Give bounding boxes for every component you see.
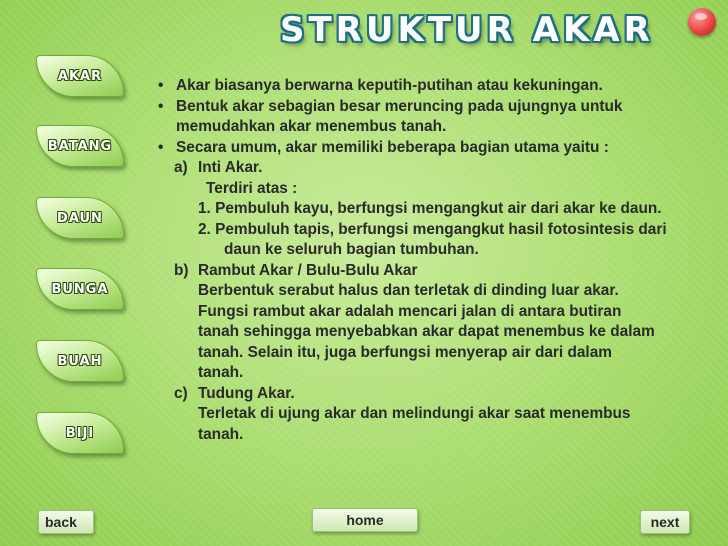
nav-bunga-button[interactable] <box>36 268 124 310</box>
bullet-dot-icon: • <box>158 77 164 94</box>
nav-label: AKAR <box>57 68 103 84</box>
nav-buah-button[interactable] <box>36 340 124 382</box>
bullet-continuation: memudahkan akar menembus tanah. <box>176 118 447 135</box>
home-button[interactable]: home <box>312 508 418 532</box>
sub-line: tanah. <box>198 425 244 443</box>
sub-line: tanah sehingga menyebabkan akar dapat menembus ke dalam <box>198 323 655 340</box>
sub-line: daun ke seluruh bagian tumbuhan. <box>224 241 479 258</box>
page-title: STRUKTUR AKAR <box>280 10 654 50</box>
sub-line: 1. Pembuluh kayu, berfungsi mengangkut air dari akar ke daun. <box>198 200 662 217</box>
back-button[interactable]: back <box>38 510 94 534</box>
sub-line: 2. Pembuluh tapis, berfungsi mengangkut hasil fotosintesis dari <box>198 220 667 238</box>
nav-batang-button[interactable] <box>36 125 124 167</box>
bullet-item: • Akar biasanya berwarna keputih-putihan atau kekuningan. <box>158 76 718 97</box>
sub-line: tanah. Selain itu, juga berfungsi menyerap air dari dalam <box>198 343 612 361</box>
sub-line: Fungsi rambut akar adalah mencari jalan di antara butiran <box>198 302 622 320</box>
nav-label: DAUN <box>57 210 103 226</box>
sub-line: Berbentuk serabut halus dan terletak di dinding luar akar. <box>198 282 619 299</box>
sub-line: tanah. <box>198 364 244 381</box>
sub-marker: b) <box>174 261 189 279</box>
sub-item-a <box>158 158 718 179</box>
bullet-dot-icon: • <box>158 138 164 156</box>
nav-label: BIJI <box>65 425 95 441</box>
bullet-dot-icon: • <box>158 97 164 115</box>
sub-item-c <box>158 384 718 405</box>
sub-title: Rambut Akar / Bulu-Bulu Akar <box>198 261 418 279</box>
sub-marker: a) <box>174 159 188 176</box>
sub-item-b <box>158 261 718 282</box>
nav-biji-button[interactable] <box>36 412 124 454</box>
nav-akar-button[interactable] <box>36 55 124 97</box>
content-text <box>158 76 718 445</box>
sub-title: Inti Akar. <box>198 159 263 176</box>
next-button[interactable]: next <box>640 510 690 534</box>
nav-label: BATANG <box>47 138 113 154</box>
bullet-item: • Secara umum, akar memiliki beberapa bagian utama yaitu : <box>158 138 718 159</box>
sub-marker: c) <box>174 384 188 402</box>
bullet-item: • Bentuk akar sebagian besar meruncing pada ujungnya untuk <box>158 97 718 118</box>
red-circle-button[interactable] <box>688 8 716 36</box>
nav-label: BUNGA <box>51 281 109 297</box>
sub-title: Tudung Akar. <box>198 384 295 402</box>
sub-line: Terdiri atas : <box>206 179 298 197</box>
sub-line: Terletak di ujung akar dan melindungi akar saat menembus <box>198 405 631 422</box>
nav-label: BUAH <box>57 353 103 369</box>
nav-daun-button[interactable] <box>36 197 124 239</box>
